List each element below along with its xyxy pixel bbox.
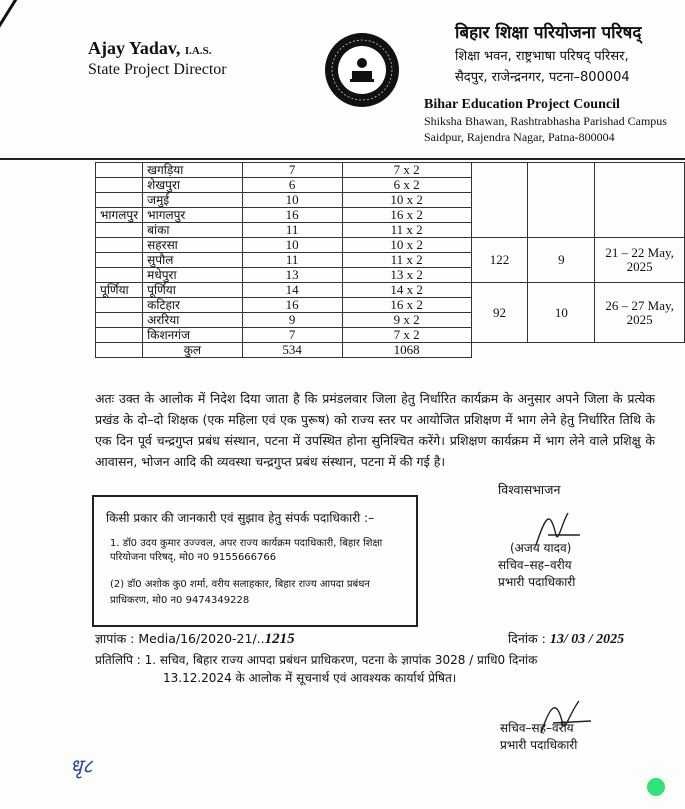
block-count-cell: 9 bbox=[242, 313, 342, 328]
org-english-address-1: Shiksha Bhawan, Rashtrabhasha Parishad Campus bbox=[424, 114, 667, 128]
block-count-cell: 10 bbox=[242, 193, 342, 208]
closing-text: विश्वासभाजन bbox=[498, 482, 561, 497]
division-cell: भागलपुर bbox=[96, 208, 143, 223]
division-cell: पूर्णिया bbox=[96, 283, 143, 298]
participant-calc-cell: 11 x 2 bbox=[342, 223, 471, 238]
participant-calc-cell: 13 x 2 bbox=[342, 268, 471, 283]
participant-calc-cell: 6 x 2 bbox=[342, 178, 471, 193]
batch-number-cell: 10 bbox=[528, 283, 595, 343]
org-english-title: Bihar Education Project Council bbox=[424, 97, 620, 112]
division-cell bbox=[96, 223, 143, 238]
block-count-cell: 11 bbox=[242, 223, 342, 238]
contact-box-title: किसी प्रकार की जानकारी एवं सुझाव हेतु संपर्क पदाधिकारी :– bbox=[106, 511, 375, 525]
org-hindi-block bbox=[455, 20, 641, 85]
contact-box bbox=[92, 495, 418, 627]
group-total-cell: 122 bbox=[471, 238, 528, 283]
division-cell bbox=[96, 193, 143, 208]
district-cell: सुपौल bbox=[143, 253, 242, 268]
division-cell bbox=[96, 178, 143, 193]
sender-name: Ajay Yadav, I.A.S. bbox=[88, 38, 212, 58]
total-calc: 1068 bbox=[342, 343, 471, 358]
table-row bbox=[96, 163, 685, 178]
participant-calc-cell: 16 x 2 bbox=[342, 298, 471, 313]
group-total-cell: 92 bbox=[471, 283, 528, 343]
participant-calc-cell: 16 x 2 bbox=[342, 208, 471, 223]
division-cell bbox=[96, 328, 143, 343]
district-cell: जमुई bbox=[143, 193, 242, 208]
district-cell: खगड़िया bbox=[143, 163, 242, 178]
signatory-1-block bbox=[498, 540, 575, 591]
training-date-cell: 26 – 27 May, 2025 bbox=[595, 283, 685, 343]
division-cell bbox=[96, 313, 143, 328]
block-count-cell: 11 bbox=[242, 253, 342, 268]
block-count-cell: 16 bbox=[242, 208, 342, 223]
copy-line-2: 13.12.2024 के आलोक में सूचनार्थ एवं आवश्यक कार्यार्थ प्रेषित। bbox=[163, 671, 457, 685]
participant-calc-cell: 10 x 2 bbox=[342, 193, 471, 208]
block-count-cell: 10 bbox=[242, 238, 342, 253]
org-hindi-address-1: शिक्षा भवन, राष्ट्रभाषा परिषद् परिसर, bbox=[455, 49, 629, 64]
division-cell bbox=[96, 163, 143, 178]
council-logo bbox=[325, 33, 399, 107]
district-cell: किशनगंज bbox=[143, 328, 242, 343]
copy-to-section bbox=[95, 651, 655, 687]
empty-cell bbox=[595, 163, 685, 238]
letter-date: दिनांक : 13/ 03 / 2025 bbox=[508, 631, 625, 647]
participant-calc-cell: 14 x 2 bbox=[342, 283, 471, 298]
signatory-1-title2: प्रभारी पदाधिकारी bbox=[498, 575, 576, 589]
division-cell bbox=[96, 253, 143, 268]
district-cell: पूर्णिया bbox=[143, 283, 242, 298]
org-hindi-title: बिहार शिक्षा परियोजना परिषद् bbox=[455, 23, 642, 43]
status-dot bbox=[647, 778, 665, 796]
org-english-block bbox=[424, 97, 667, 145]
district-cell: बांका bbox=[143, 223, 242, 238]
participant-calc-cell: 7 x 2 bbox=[342, 163, 471, 178]
org-english-address-2: Saidpur, Rajendra Nagar, Patna-800004 bbox=[424, 130, 615, 144]
block-count-cell: 7 bbox=[242, 163, 342, 178]
training-schedule-table bbox=[95, 162, 685, 358]
batch-number-cell: 9 bbox=[528, 238, 595, 283]
participant-calc-cell: 11 x 2 bbox=[342, 253, 471, 268]
signatory-2-title2: प्रभारी पदाधिकारी bbox=[500, 738, 578, 752]
division-cell bbox=[96, 268, 143, 283]
district-cell: भागलपुर bbox=[143, 208, 242, 223]
block-count-cell: 13 bbox=[242, 268, 342, 283]
block-count-cell: 7 bbox=[242, 328, 342, 343]
table-row bbox=[96, 283, 685, 298]
signatory-2-block bbox=[500, 720, 577, 754]
copy-line-1: प्रतिलिपि : 1. सचिव, बिहार राज्य आपदा प्रबंधन प्राधिकरण, पटना के ज्ञापांक 3028 / प्राधि0 दिनांक bbox=[95, 653, 538, 667]
contact-2: (2) डॉ0 अशोक कु0 शर्मा, वरीय सलाहकार, बिहार राज्य आपदा प्रबंधन प्राधिकरण, मो0 न0 9474349228 bbox=[110, 579, 370, 606]
division-cell bbox=[96, 238, 143, 253]
org-hindi-address-2: सैदपुर, राजेन्द्रनगर, पटना–800004 bbox=[455, 70, 630, 85]
participant-calc-cell: 9 x 2 bbox=[342, 313, 471, 328]
block-count-cell: 6 bbox=[242, 178, 342, 193]
empty-cell bbox=[96, 343, 143, 358]
instruction-paragraph: अतः उक्त के आलोक में निदेश दिया जाता है कि प्रमंडलवार जिला हेतु निर्धारित कार्यक्रम के अनुसार अपने जिला के प्रत्येक प्रखंड के दो–दो शिक्षक (एक महिला एवं एक पुरूष) को राज्य स्तर पर आयोजित प्रशिक्षण में भाग लेने हेतु निर्धारित तिथि के एक दिन पूर्व चन्द्रगुप्त प्रबंध संस्थान, पटना में उपस्थित होना सुनिश्चित करेंगे। प्रशिक्षण कार्यक्रम में भाग लेने वाले प्रशिक्षु के आवासन, भोजन आदि की व्यवस्था चन्द्रगुप्त प्रबंध संस्थान, पटना में की गई है। bbox=[95, 391, 655, 469]
contact-1: 1. डॉ0 उदय कुमार उज्ज्वल, अपर राज्य कार्यक्रम पदाधिकारी, बिहार शिक्षा परियोजना परिषद्, मो0 न0 9155666766 bbox=[110, 538, 383, 563]
participant-calc-cell: 10 x 2 bbox=[342, 238, 471, 253]
empty-cell bbox=[528, 163, 595, 238]
block-count-cell: 14 bbox=[242, 283, 342, 298]
signatory-2-title: सचिव–सह–वरीय bbox=[500, 721, 574, 735]
header-divider bbox=[0, 158, 685, 160]
corner-mark bbox=[0, 0, 23, 246]
empty-cell bbox=[471, 163, 528, 238]
district-cell: शेखपुरा bbox=[143, 178, 242, 193]
signatory-1-title: सचिव–सह–वरीय bbox=[498, 558, 572, 572]
table-row bbox=[96, 238, 685, 253]
district-cell: अररिया bbox=[143, 313, 242, 328]
district-cell: सहरसा bbox=[143, 238, 242, 253]
division-cell bbox=[96, 298, 143, 313]
total-label: कुल bbox=[143, 343, 242, 358]
signatory-1-name: (अजय यादव) bbox=[510, 541, 572, 555]
training-date-cell: 21 – 22 May, 2025 bbox=[595, 238, 685, 283]
sender-block bbox=[88, 38, 227, 79]
total-row bbox=[96, 343, 685, 358]
sender-designation: State Project Director bbox=[88, 61, 227, 78]
district-cell: मधेपुरा bbox=[143, 268, 242, 283]
block-count-cell: 16 bbox=[242, 298, 342, 313]
reference-number: ज्ञापांक : Media/16/2020-21/..1215 bbox=[95, 631, 295, 647]
handwritten-note: धृ८ bbox=[70, 754, 93, 778]
total-count: 534 bbox=[242, 343, 342, 358]
participant-calc-cell: 7 x 2 bbox=[342, 328, 471, 343]
district-cell: कटिहार bbox=[143, 298, 242, 313]
